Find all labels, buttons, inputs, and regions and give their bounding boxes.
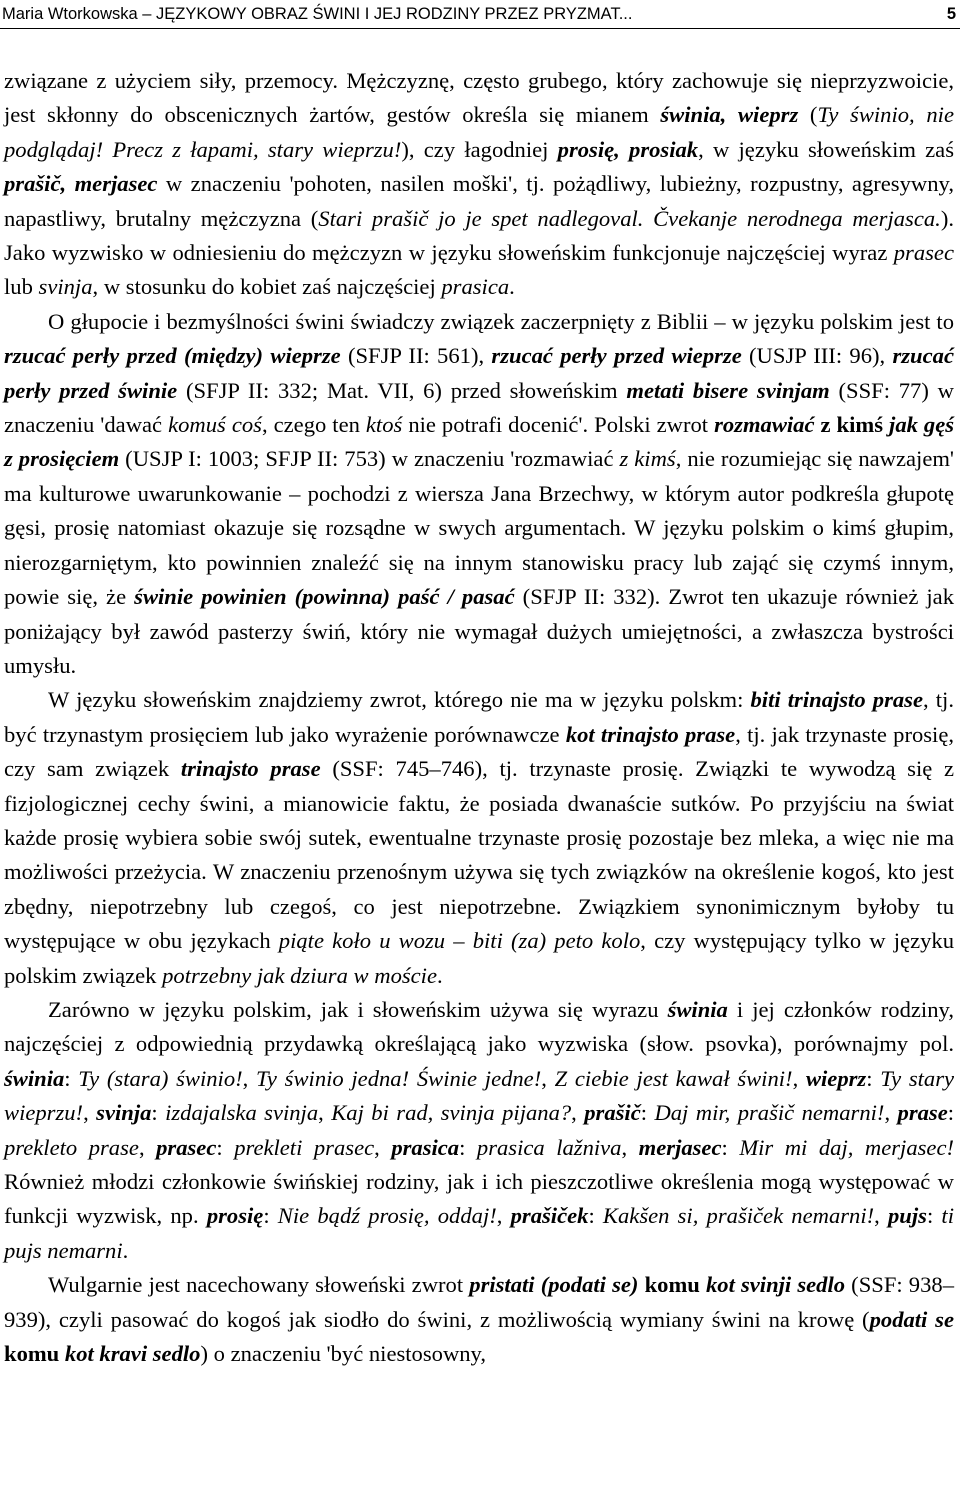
text-run: komu bbox=[644, 1272, 700, 1298]
text-run: prasica bbox=[441, 274, 510, 300]
text-run: (SFJP II: 561), bbox=[340, 343, 492, 369]
text-run: Zarówno w języku polskim, jak i słoweńskim używa się wyrazu bbox=[48, 996, 668, 1022]
text-run: prekleti prasec bbox=[234, 1134, 375, 1160]
page-number: 5 bbox=[946, 5, 956, 23]
text-run: : bbox=[588, 1203, 603, 1229]
text-run: prasica bbox=[391, 1134, 460, 1160]
text-run: prasica lažniva bbox=[476, 1134, 622, 1160]
text-run: ) o znaczeniu 'być niestosowny, bbox=[200, 1341, 487, 1367]
text-run: w znaczeniu 'pohoten, nasilen moški', tj. pożądliwy, lubieżny, rozpustny, agresywny, napastliwy, brutalny mężczyzna ( bbox=[4, 171, 954, 231]
paragraph bbox=[4, 993, 954, 1268]
text-run: svinja bbox=[96, 1100, 152, 1126]
text-run: świnie powinien (powinna) paść / pasać bbox=[134, 584, 515, 610]
text-run: merjasec bbox=[638, 1134, 722, 1160]
text-run: O głupocie i bezmyślności świni świadczy związek zaczerpnięty z Biblii – w języku polskim jest to bbox=[48, 308, 954, 334]
text-run: . bbox=[122, 1237, 129, 1263]
text-run: , bbox=[374, 1134, 392, 1160]
text-run: Ty (stara) świnio! bbox=[78, 1065, 243, 1091]
text-run: prasec bbox=[156, 1134, 217, 1160]
text-run: Kakšen si, prašiček nemarni! bbox=[602, 1203, 875, 1229]
text-run: podati se bbox=[869, 1306, 954, 1332]
text-run: : bbox=[926, 1203, 942, 1229]
text-run: związane z użyciem siły, przemocy. Mężczyznę, często grubego, który zachowuje się nieprzyzwoicie, jest skłonny do obscenicznych żartów, gestów określa się mianem bbox=[4, 68, 954, 128]
text-run: prašič, merjasec bbox=[4, 171, 158, 197]
text-run: z kimś bbox=[820, 412, 884, 438]
article-body bbox=[4, 64, 954, 1371]
paragraph bbox=[4, 1268, 954, 1371]
text-run: ktoś bbox=[365, 412, 403, 438]
running-title: Maria Wtorkowska – JĘZYKOWY OBRAZ ŚWINI I JEJ RODZINY PRZEZ PRYZMAT... bbox=[2, 5, 633, 23]
text-run: rzucać perły przed świnie bbox=[4, 343, 954, 403]
text-run: . bbox=[437, 962, 443, 988]
text-run: Kaj bi rad, svinja pijana? bbox=[331, 1100, 572, 1126]
text-run: , bbox=[496, 1203, 511, 1229]
text-run: : bbox=[721, 1134, 740, 1160]
text-run: : bbox=[263, 1203, 278, 1229]
text-run: metati bisere svinjam bbox=[626, 377, 830, 403]
text-run: z kimś bbox=[619, 446, 676, 472]
text-run: świnia bbox=[4, 1065, 65, 1091]
text-run: (USJP I: 1003; SFJP II: 753) w znaczeniu 'rozmawiać bbox=[119, 446, 620, 472]
text-run: , bbox=[318, 1100, 332, 1126]
text-run: W języku słoweńskim znajdziemy zwrot, którego nie ma w języku polskm: bbox=[48, 687, 751, 713]
text-run: kot trinajsto prase bbox=[565, 721, 736, 747]
text-run: komuś coś bbox=[168, 412, 262, 438]
text-run: izdajalska svinja bbox=[165, 1100, 319, 1126]
header-rule bbox=[0, 28, 960, 29]
text-run: Ty stary wieprzu! bbox=[4, 1065, 955, 1126]
text-run: , bbox=[138, 1134, 157, 1160]
text-run: Daj mir, prašič nemarni! bbox=[654, 1100, 885, 1126]
text-run: kot svinji sedlo bbox=[705, 1272, 846, 1298]
text-run: prašiček bbox=[510, 1203, 589, 1229]
text-run: (SSF: 745–746), tj. trzynaste prosię. Związki te wywodzą się z fizjologicznej cechy świni, a mianowicie faktu, że posiada dwanaście sutków. Po przyjściu na świat każde prosię wybiera sobie swój sutek, ewentualne trzynaste prosię pozostaje bez mleka, a więc nie ma możliwości przeżycia. W znaczeniu przenośnym używa się tych związków na określenie kogoś, kto jest zbędny, niepotrzebny lub czegoś, co jest niepotrzebne. Związkiem synonimicznym byłoby tu występujące w obu językach bbox=[4, 756, 955, 954]
text-run: , bbox=[792, 1065, 806, 1091]
text-run: (SSF: 938–939), czyli pasować do kogoś jak siodło do świni, z możliwością wymiany świni na krowę ( bbox=[4, 1272, 954, 1332]
text-run: prosię, prosiak bbox=[557, 136, 699, 162]
text-run: (SFJP II: 332). Zwrot ten ukazuje również jak poniżający był zawód pasterzy świń, który nie wymagał dużych umiejętności, a zwłaszcza bystrości umysłu. bbox=[4, 584, 955, 678]
text-run: (SSF: 77) w znaczeniu 'dawać bbox=[4, 377, 954, 438]
text-run: prekleto prase bbox=[4, 1134, 139, 1160]
paragraph bbox=[4, 64, 954, 305]
text-run: , tj. być trzynastym prosięciem lub jako wyrażenie porównawcze bbox=[4, 687, 954, 747]
text-run: lub bbox=[4, 274, 39, 300]
text-run: świnia bbox=[667, 996, 728, 1022]
text-run: svinja bbox=[38, 274, 93, 300]
text-run: ti pujs nemarni bbox=[4, 1203, 954, 1263]
text-run: potrzebny jak dziura w moście bbox=[162, 962, 437, 988]
text-run: prosię bbox=[206, 1203, 264, 1229]
text-run: prasec bbox=[893, 240, 954, 266]
text-run: Ty świnio jedna! Świnie jedne! bbox=[256, 1065, 542, 1091]
text-run: , w stosunku do kobiet zaś najczęściej bbox=[92, 274, 442, 300]
text-run: , bbox=[242, 1065, 257, 1091]
text-run: : bbox=[459, 1134, 477, 1160]
text-run: , bbox=[884, 1100, 898, 1126]
text-run: Mir mi daj, merjasec! bbox=[739, 1134, 954, 1160]
paragraph bbox=[4, 305, 954, 683]
text-run: , bbox=[874, 1203, 888, 1229]
text-run: , tj. jak trzynaste prosię, czy sam związek bbox=[4, 721, 955, 782]
text-run: Z ciebie jest kawał świni! bbox=[554, 1065, 793, 1091]
text-run: , bbox=[571, 1100, 585, 1126]
text-run: : bbox=[216, 1134, 235, 1160]
text-run: pristati (podati se) bbox=[469, 1272, 639, 1298]
text-run: Stari prašič jo je spet nadlegoval. Čvekanje nerodnega merjasca. bbox=[318, 205, 941, 231]
text-run: Również młodzi członkowie świńskiej rodziny, jak i ich pieszczotliwe określenia mogą występować w funkcji wyzwisk, np. bbox=[4, 1169, 954, 1229]
text-run: (USJP III: 96), bbox=[741, 343, 893, 369]
text-run: rozmawiać bbox=[714, 412, 815, 438]
text-run: świnia, wieprz bbox=[660, 102, 799, 128]
text-run: biti trinajsto prase bbox=[750, 687, 923, 713]
text-run: : bbox=[151, 1100, 166, 1126]
text-run: , w języku słoweńskim zaś bbox=[698, 136, 954, 162]
text-run: : bbox=[947, 1100, 955, 1126]
text-run: komu bbox=[4, 1341, 60, 1367]
text-run: kot kravi sedlo bbox=[64, 1341, 201, 1367]
text-run: piąte koło u wozu – biti (za) peto kolo bbox=[278, 928, 641, 954]
text-run: : bbox=[640, 1100, 655, 1126]
text-run: Wulgarnie jest nacechowany słoweński zwrot bbox=[48, 1272, 470, 1298]
text-run: , bbox=[621, 1134, 639, 1160]
text-run: : bbox=[866, 1065, 881, 1091]
text-run: , nie rozumiejąc się nawzajem' ma kulturowe uwarunkowanie – pochodzi z wiersza Jana Brzechwy, w którym autor podkreśla głupotę gęsi, prosię natomiast okazuje się rozsądne w swych argumentach. W języku polskim o kimś głupim, nierozgarniętym, kto powinnien znaleźć się na innym stanowisku pracy lub zająć się czymś innym, powie się, że bbox=[4, 446, 955, 610]
text-run: rzucać perły przed wieprze bbox=[491, 343, 742, 369]
text-run: pujs bbox=[888, 1203, 927, 1229]
text-run: nie potrafi docenić'. Polski zwrot bbox=[402, 412, 715, 438]
text-run: jak gęś z prosięciem bbox=[4, 412, 955, 472]
text-run: trinajsto prase bbox=[180, 756, 321, 782]
text-run: ( bbox=[798, 102, 818, 128]
text-run: , czego ten bbox=[261, 412, 366, 438]
text-run: Ty świnio, nie podglądaj! Precz z łapami, stary wieprzu! bbox=[4, 102, 954, 162]
text-run: wieprz bbox=[805, 1065, 867, 1091]
text-run: ). Jako wyzwisko w odniesieniu do mężczyzn w języku słoweńskim funkcjonuje najczęściej wyraz bbox=[4, 205, 954, 266]
text-run: prašič bbox=[584, 1100, 641, 1126]
text-run: rzucać perły przed (między) wieprze bbox=[4, 343, 341, 369]
text-run: , bbox=[83, 1100, 97, 1126]
text-run: (SFJP II: 332; Mat. VII, 6) przed słoweńskim bbox=[177, 377, 627, 403]
paragraph bbox=[4, 683, 954, 993]
text-run: , bbox=[541, 1065, 555, 1091]
text-run: Nie bądź prosię, oddaj! bbox=[277, 1203, 497, 1229]
text-run: : bbox=[64, 1065, 79, 1091]
text-run: i jej członków rodziny, najczęściej z odpowiednią przydawką określającą jako wyzwiska (słow. psovka), porównajmy pol. bbox=[4, 996, 954, 1057]
text-run: prase bbox=[897, 1100, 948, 1126]
text-run: , czy występujący tylko w języku polskim związek bbox=[4, 928, 954, 988]
running-header bbox=[0, 4, 960, 30]
text-run: . bbox=[509, 274, 515, 300]
text-run: ), czy łagodniej bbox=[401, 136, 558, 162]
